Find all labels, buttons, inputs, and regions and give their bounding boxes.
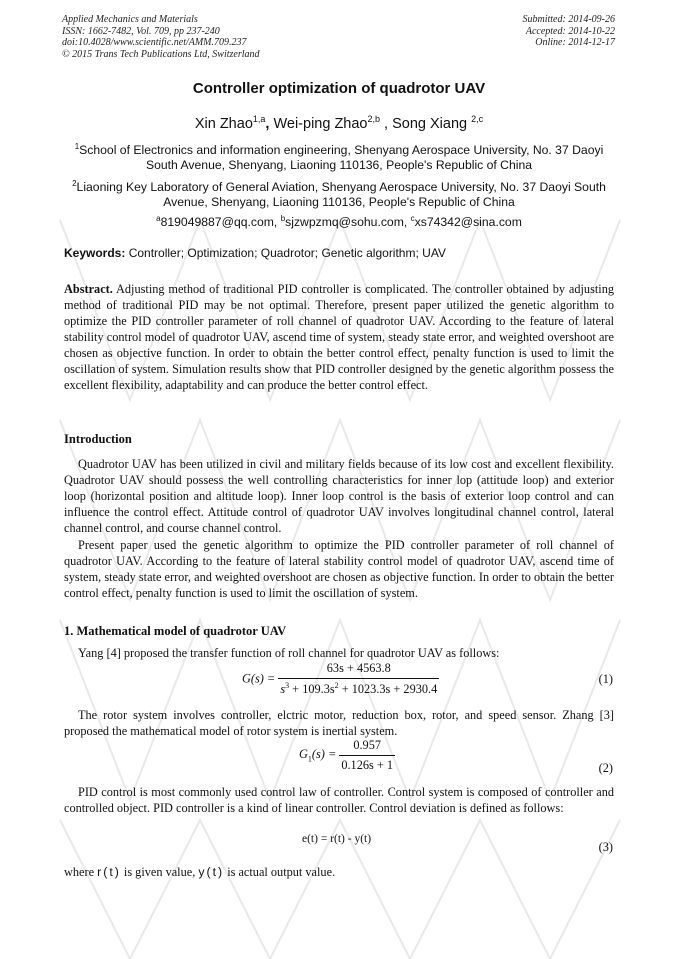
eq2-fraction: [339, 738, 395, 773]
section-1-paragraph-3: PID control is most commonly used control law of controller. Control system is composed of controller and controlled object. PID controller is a kind of linear controller. Control deviation is defined as follows:: [64, 785, 614, 815]
section-1-paragraph-2: The rotor system involves controller, elctric motor, reduction box, rotor, and speed sensor. Zhang [3] proposed the mathematical model of rotor system is inertial system.: [64, 708, 614, 738]
eq2-number: (2): [598, 761, 613, 775]
symbol-y: y(t): [198, 865, 225, 879]
author-name: Song Xiang: [392, 115, 472, 132]
symbol-r: r(t): [97, 865, 121, 879]
email-link[interactable]: xs74342@sina.com: [414, 215, 522, 230]
affiliation-1: [64, 139, 614, 173]
intro-heading: Introduction: [64, 432, 132, 446]
keywords-text: Controller; Optimization; Quadrotor; Genetic algorithm; UAV: [125, 246, 446, 260]
author-list: [0, 114, 678, 132]
abstract: [64, 281, 614, 393]
copyright-line: © 2015 Trans Tech Publications Ltd, Switzerland: [62, 48, 260, 60]
author-sup: 2,b: [367, 114, 381, 124]
paper-title: Controller optimization of quadrotor UAV: [192, 80, 486, 97]
author-sup: 1,a: [252, 114, 266, 124]
email-link[interactable]: sjzwpzmq@sohu.com,: [285, 215, 411, 230]
affiliation-text: School of Electronics and information engineering, Shenyang Aerospace University, No. 37 Daoyi South Avenue, Shenyang, Liaoning 110136, People's Republic of China: [79, 143, 604, 173]
journal-name: Applied Mechanics and Materials: [62, 14, 198, 25]
author-separator: ,: [380, 115, 393, 132]
eq2-lhs: $G_1(s)$ =: [299, 747, 337, 764]
author-sup: 2,c: [471, 114, 484, 124]
eq1-number: (1): [598, 672, 613, 686]
eq3-number: (3): [598, 840, 613, 854]
where-prefix: where: [64, 865, 98, 879]
submission-dates: [523, 14, 616, 49]
eq1-numerator: 63s + 4563.8: [278, 661, 439, 679]
affiliation-sup: 2: [72, 179, 77, 188]
accepted-date: Accepted: 2014-10-22: [525, 25, 615, 37]
email-sup: b: [280, 214, 286, 223]
eq1-fraction: [278, 661, 439, 697]
abstract-label: Abstract.: [64, 282, 113, 296]
journal-info: [62, 14, 260, 60]
email-link[interactable]: 819049887@qq.com,: [160, 215, 281, 230]
affiliation-text: Liaoning Key Laboratory of General Aviation, Shenyang Aerospace University, No. 37 Daoyi South Avenue, Shenyang, Liaoning 110136, People's Republic of China: [76, 180, 606, 210]
eq1-lhs: G(s) =: [242, 671, 276, 686]
email-sup: a: [156, 214, 161, 223]
where-mid: is given value,: [120, 865, 199, 879]
where-sentence: [64, 864, 614, 880]
equation-2: [299, 738, 395, 773]
eq2-numerator: 0.957: [339, 738, 395, 756]
author-name: Xin Zhao: [194, 115, 253, 132]
affiliation-sup: 1: [74, 142, 80, 151]
intro-paragraph-1: Quadrotor UAV has been utilized in civil and military fields because of its low cost and excellent flexibility. Quadrotor UAV should possess the well controlling characteristics for inner lop (attitude loop) and exterior loop (horizontal position and altitude loop). Inner loop control is the basis of exterior loop control and can influence the control effect. Attitude control of quadrotor UAV involves longitudinal channel control, lateral channel control, and course channel control.: [64, 457, 614, 535]
where-suffix: is actual output value.: [224, 865, 336, 879]
email-list: [64, 211, 614, 230]
eq1-denominator: $s^3 + 109.3s^2 + 1023.3s + 2930.4$: [280, 681, 438, 697]
author-separator: ,: [265, 115, 274, 132]
issn-line: ISSN: 1662-7482, Vol. 709, pp 237-240: [62, 25, 220, 37]
affiliation-2: [64, 176, 614, 210]
email-sup: c: [410, 214, 415, 223]
online-date: Online: 2014-12-17: [535, 37, 615, 48]
section-1-paragraph-1: Yang [4] proposed the transfer function of roll channel for quadrotor UAV as follows:: [78, 646, 500, 660]
submitted-date: Submitted: 2014-09-26: [522, 14, 615, 25]
equation-3: e(t) = r(t) - y(t): [302, 833, 372, 845]
section-1-heading: 1. Mathematical model of quadrotor UAV: [64, 624, 287, 638]
equation-1: [242, 661, 439, 697]
eq2-denominator: 0.126s + 1: [341, 758, 394, 772]
keywords: [64, 246, 614, 260]
abstract-text: Adjusting method of traditional PID controller is complicated. The controller obtained by adjusting method of traditional PID may be not optimal. Therefore, present paper utilized the genetic algorithm to optimize the PID controller parameter of roll channel of quadrotor UAV. According to the feature of lateral stability control model of quadrotor UAV, ascend time of system, steady state error, and weighted overshoot are chosen as objective function. In order to obtain the better control effect, penalty function is used to limit the oscillation of system. Simulation results show that PID controller designed by the genetic algorithm possess the excellent flexibility, adaptability and can produce the better control effect.: [64, 282, 614, 392]
keywords-label: Keywords:: [64, 246, 126, 260]
author-name: Wei-ping Zhao: [273, 115, 368, 132]
doi-line: doi:10.4028/www.scientific.net/AMM.709.237: [62, 37, 247, 48]
intro-paragraph-2: Present paper used the genetic algorithm to optimize the PID controller parameter of roll channel of quadrotor UAV. According to the feature of lateral stability control model of quadrotor UAV, ascend time of system, steady state error, and weighted overshoot are chosen as objective function. In order to obtain the better control effect, penalty function is used to limit the oscillation of system.: [64, 538, 614, 600]
